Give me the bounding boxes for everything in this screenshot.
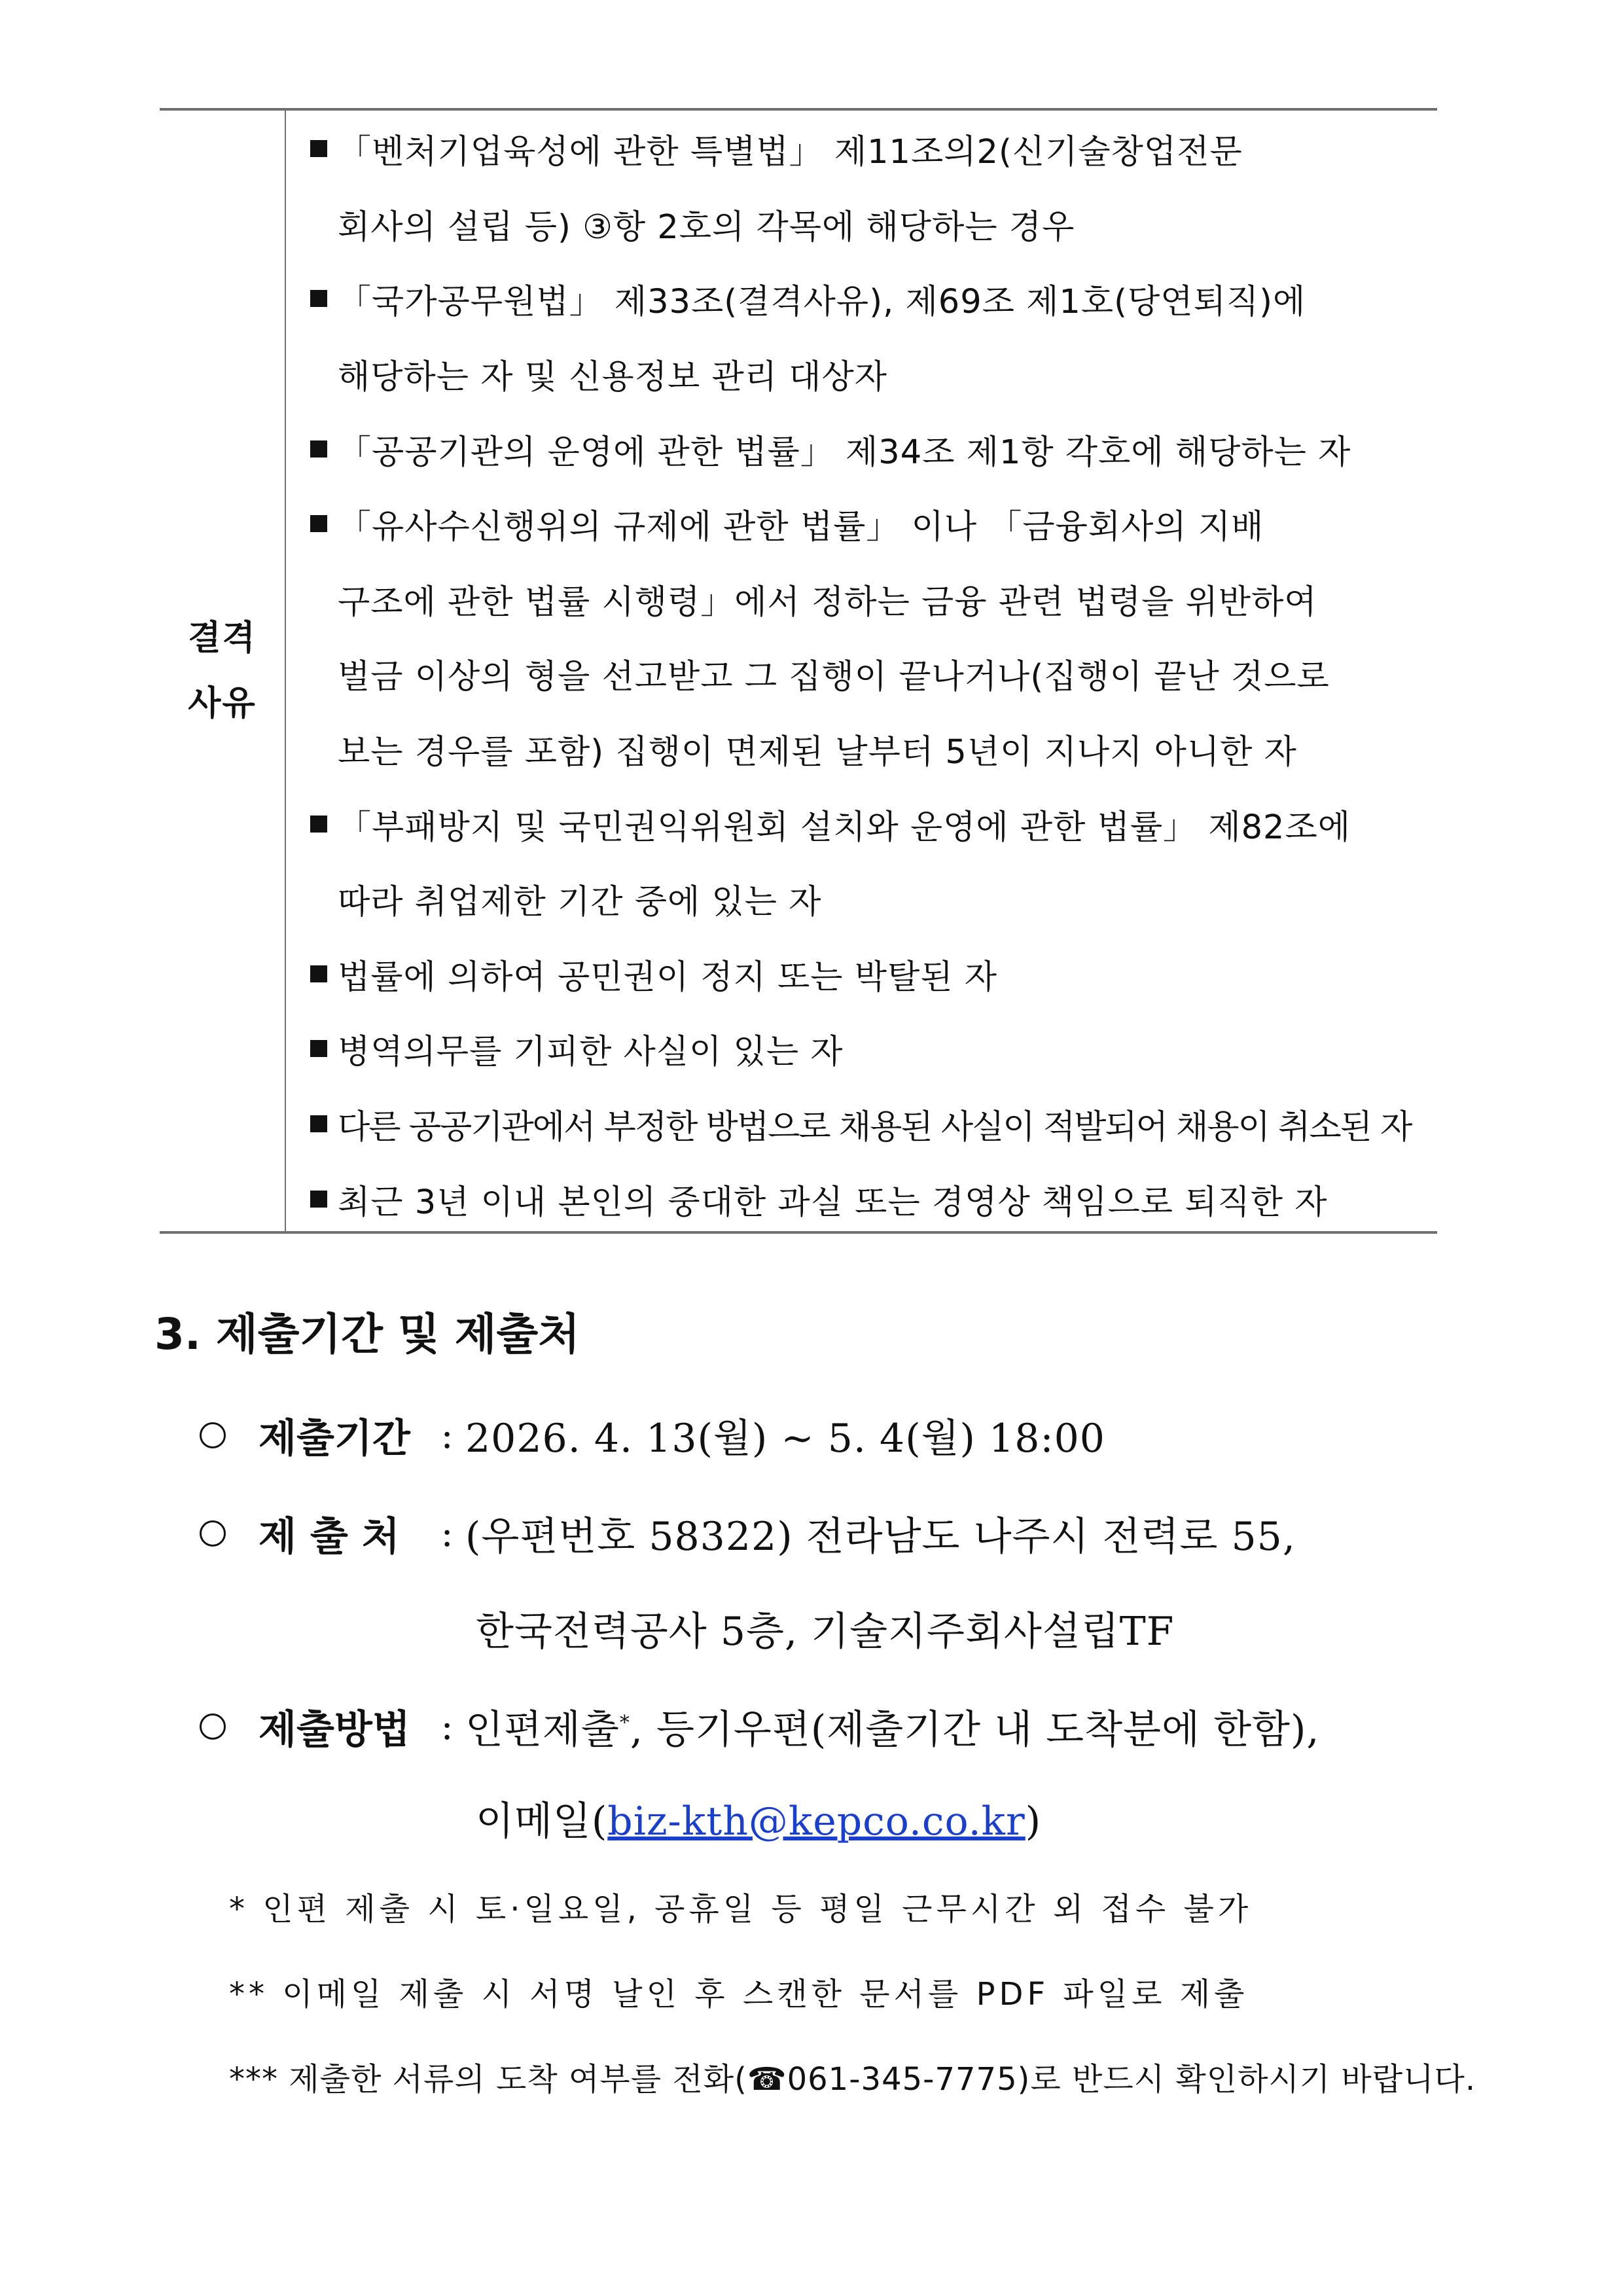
list-item: 다른 공공기관에서 부정한 방법으로 채용된 사실이 적발되어 채용이 취소된 자 <box>288 1086 1433 1162</box>
section-title: 3. 제출기간 및 제출처 <box>154 1309 580 1359</box>
footnote-1: * 인편 제출 시 토·일요일, 공휴일 등 평일 근무시간 외 접수 불가 <box>229 1891 1253 1928</box>
table-divider <box>285 108 286 1234</box>
square-bullet-icon <box>288 440 338 457</box>
disqualification-list <box>288 111 1433 1236</box>
square-bullet-icon <box>288 1115 338 1132</box>
method-value: 인편제출*, 등기우편(제출기간 내 도착분에 한함), <box>465 1707 1320 1753</box>
place-value-line-2: 한국전력공사 5층, 기술지주회사설립TF <box>476 1609 1175 1655</box>
circle-bullet-icon <box>200 1520 226 1547</box>
list-item: 「유사수신행위의 규제에 관한 법률」 이나 「금융회사의 지배 <box>288 486 1433 562</box>
label-line-2: 사유 <box>188 684 257 723</box>
period-value: 2026. 4. 13(월) ~ 5. 4(월) 18:00 <box>465 1416 1105 1462</box>
list-item: 법률에 의하여 공민권이 정지 또는 박탈된 자 <box>288 937 1433 1012</box>
label-line-1: 결격 <box>188 619 257 658</box>
square-bullet-icon <box>288 515 338 532</box>
place-row <box>200 1505 1296 1562</box>
colon: : <box>440 1414 454 1457</box>
footnote-3: *** 제출한 서류의 도착 여부를 전화(☎061-345-7775)로 반드시 확인하시기 바랍니다. <box>229 2061 1476 2098</box>
list-item: 해당하는 자 및 신용정보 관리 대상자 <box>338 358 888 397</box>
table-label-cell <box>160 108 285 1234</box>
list-item: 「공공기관의 운영에 관한 법률」 제34조 제1항 각호에 해당하는 자 <box>288 411 1433 486</box>
square-bullet-icon <box>288 290 338 307</box>
circle-bullet-icon <box>200 1713 226 1740</box>
square-bullet-icon <box>288 965 338 982</box>
period-row <box>200 1407 1105 1463</box>
method-value-line-2: 이메일(biz-kth@kepco.co.kr) <box>476 1799 1042 1844</box>
footnote-mark: * <box>619 1712 630 1734</box>
place-value: (우편번호 58322) 전라남도 나주시 전력로 55, <box>465 1514 1296 1560</box>
list-item: 최근 3년 이내 본인의 중대한 과실 또는 경영상 책임으로 퇴직한 자 <box>288 1161 1433 1236</box>
list-item: 회사의 설립 등) ③항 2호의 각목에 해당하는 경우 <box>338 207 1075 247</box>
list-item: 「국가공무원법」 제33조(결격사유), 제69조 제1호(당연퇴직)에 <box>288 261 1433 336</box>
square-bullet-icon <box>288 1191 338 1208</box>
colon: : <box>440 1512 454 1555</box>
circle-bullet-icon <box>200 1422 226 1448</box>
list-item: 따라 취업제한 기간 중에 있는 자 <box>338 883 822 922</box>
square-bullet-icon <box>288 1040 338 1057</box>
colon: : <box>440 1705 454 1748</box>
list-item: 「벤처기업육성에 관한 특별법」 제11조의2(신기술창업전문 <box>288 111 1433 187</box>
square-bullet-icon <box>288 140 338 157</box>
email-link[interactable]: biz-kth@kepco.co.kr <box>607 1799 1026 1844</box>
footnote-2: ** 이메일 제출 시 서명 날인 후 스캔한 문서를 PDF 파일로 제출 <box>229 1976 1249 2013</box>
list-item: 보는 경우를 포함) 집행이 면제된 날부터 5년이 지나지 아니한 자 <box>338 733 1297 772</box>
list-item: 구조에 관한 법률 시행령」에서 정하는 금융 관련 법령을 위반하여 <box>338 583 1317 622</box>
place-label: 제 출 처 <box>259 1514 400 1560</box>
period-label: 제출기간 <box>259 1416 410 1462</box>
list-item: 병역의무를 기피한 사실이 있는 자 <box>288 1011 1433 1086</box>
method-row <box>200 1698 1320 1755</box>
list-item: 「부패방지 및 국민권익위원회 설치와 운영에 관한 법률」 제82조에 <box>288 786 1433 861</box>
list-item: 벌금 이상의 형을 선고받고 그 집행이 끝나거나(집행이 끝난 것으로 <box>338 658 1330 697</box>
method-label: 제출방법 <box>259 1707 410 1753</box>
square-bullet-icon <box>288 816 338 833</box>
